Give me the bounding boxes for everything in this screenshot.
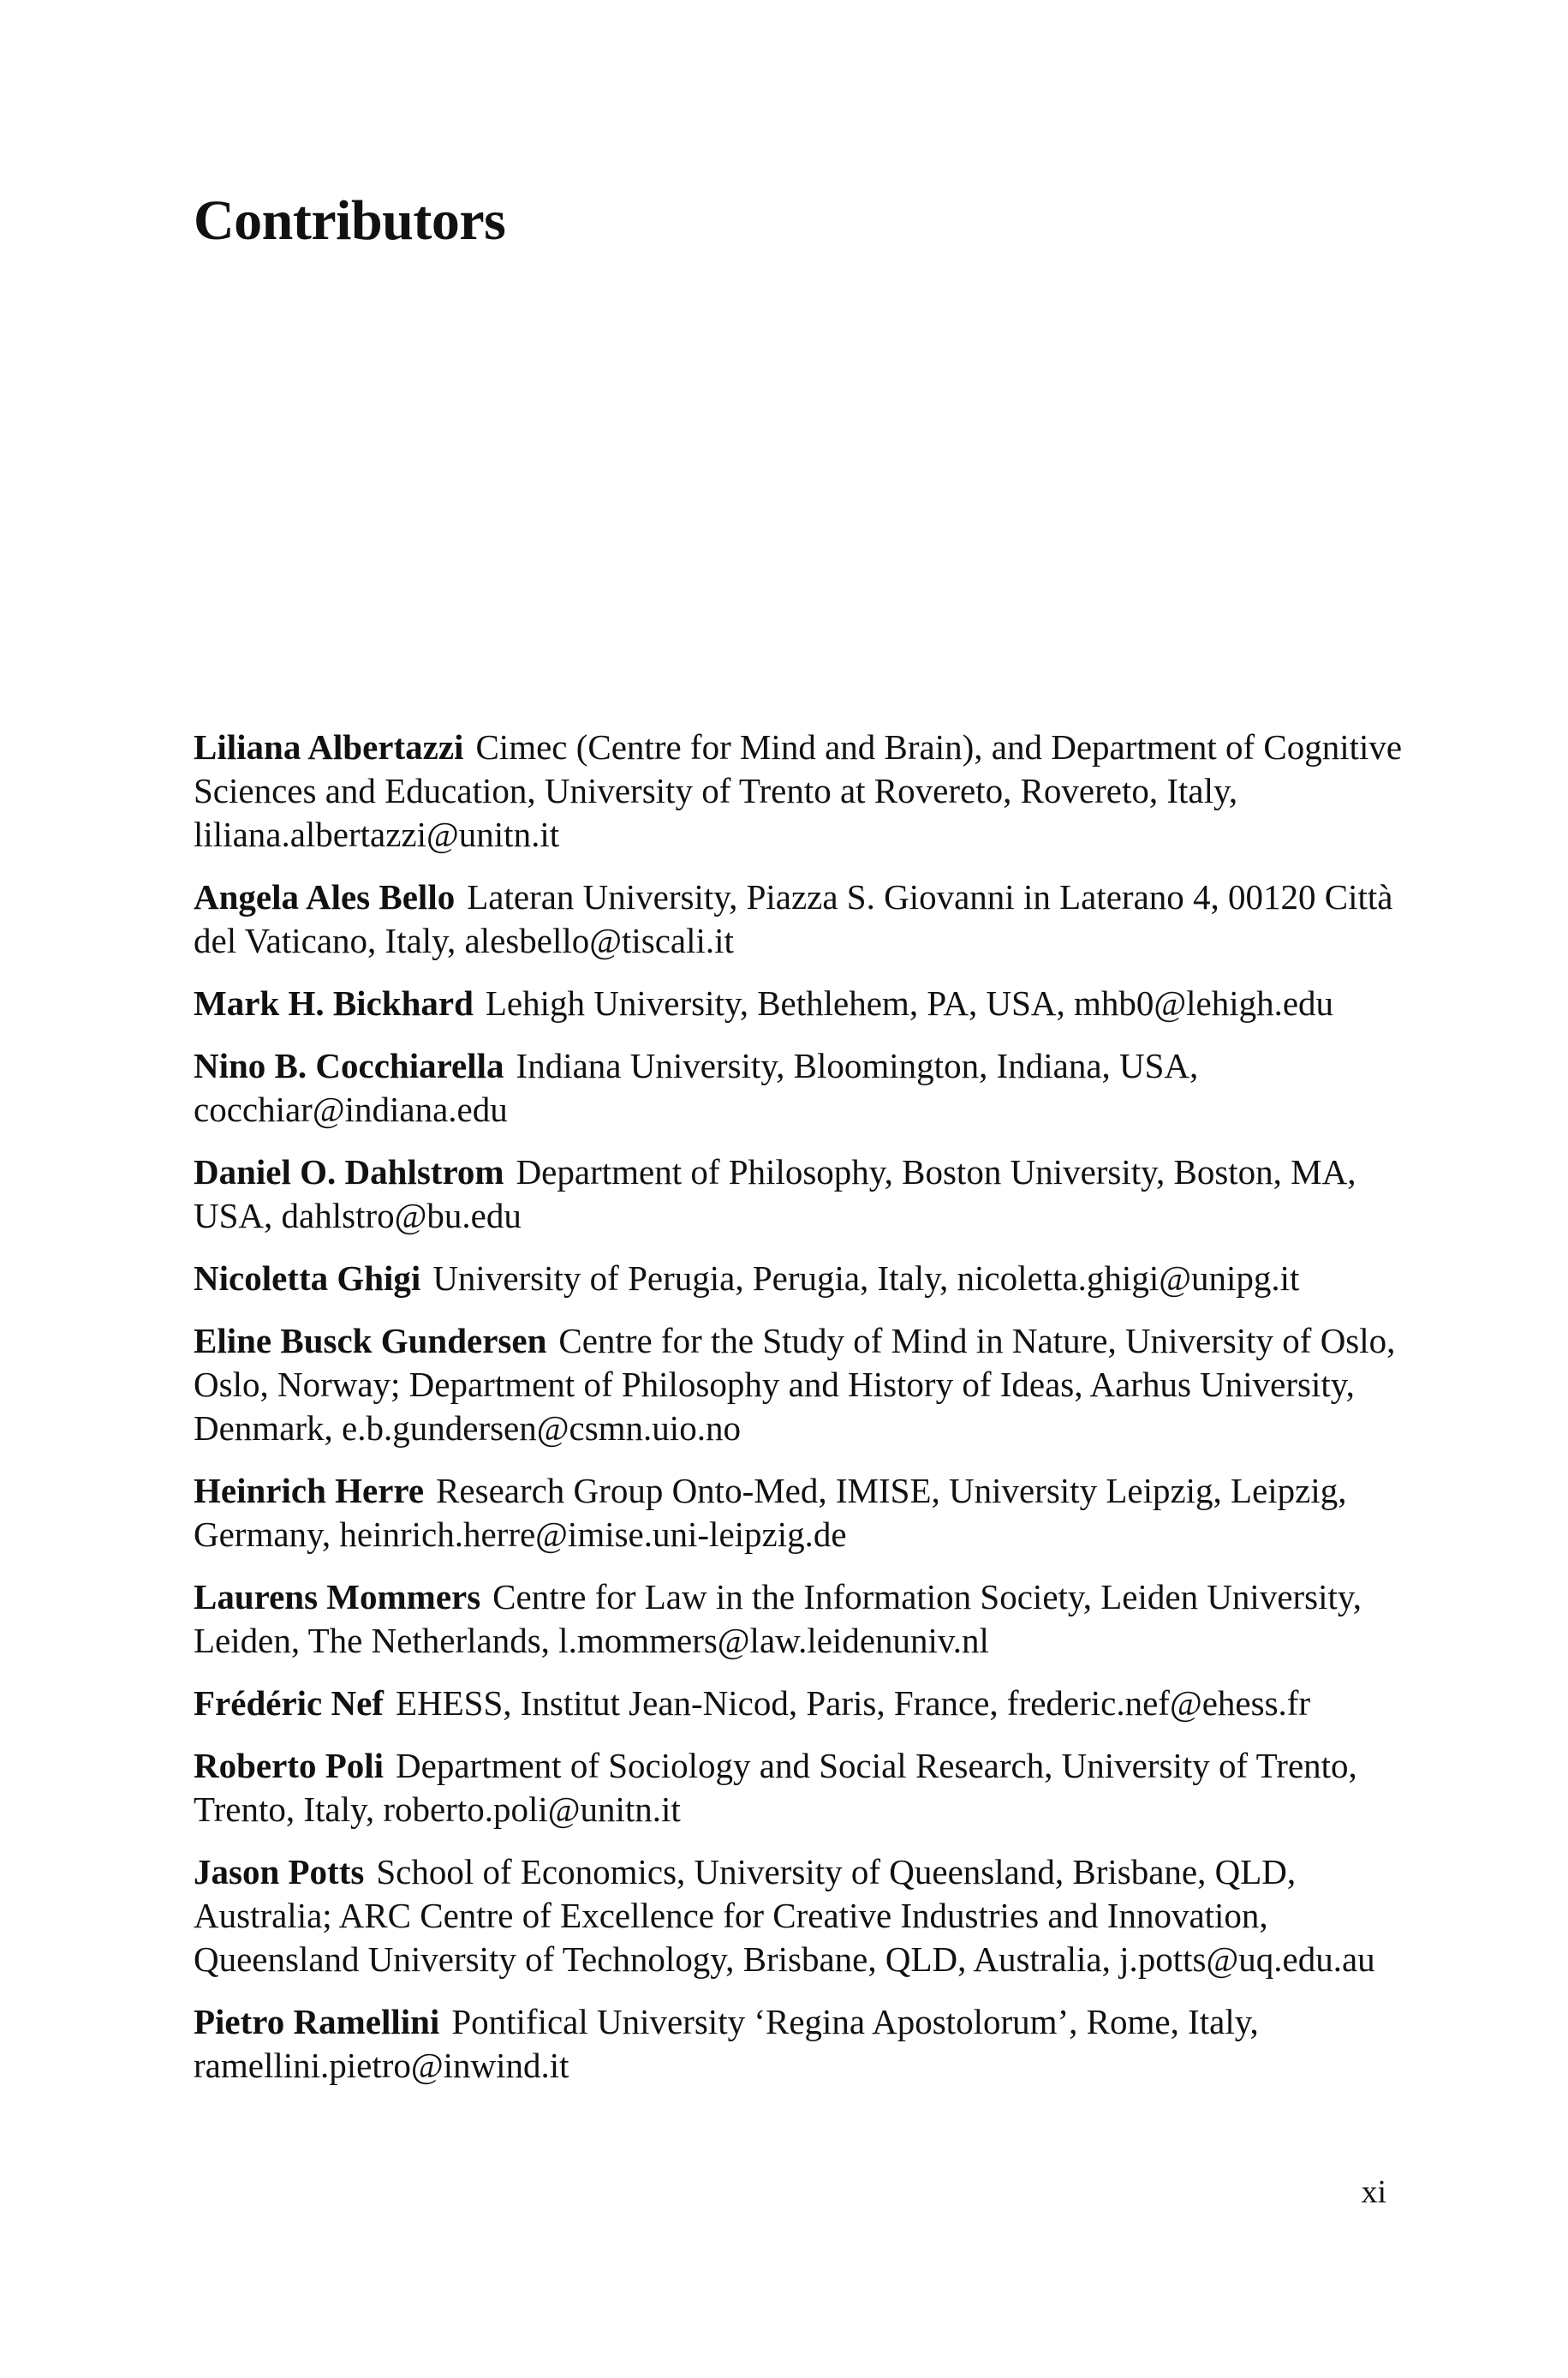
page-title: Contributors: [194, 189, 506, 252]
contributor-entry: [194, 1150, 1410, 1238]
contributor-name: Heinrich Herre: [194, 1471, 425, 1510]
contributor-name: Mark H. Bickhard: [194, 983, 474, 1023]
contributor-affiliation: Cimec (Centre for Mind and Brain), and Department of Cognitive Sciences and Education, University of Trento at Rovereto, Rovereto, Italy, liliana.albertazzi@unitn.it: [194, 727, 1403, 854]
contributor-entry: [194, 1257, 1410, 1300]
contributor-entry: [194, 1319, 1410, 1450]
contributor-name: Nino B. Cocchiarella: [194, 1046, 504, 1085]
contributor-affiliation: Research Group Onto-Med, IMISE, University Leipzig, Leipzig, Germany, heinrich.herre@imise.uni-leipzig.de: [194, 1471, 1347, 1554]
contributor-affiliation: Department of Sociology and Social Research, University of Trento, Trento, Italy, roberto.poli@unitn.it: [194, 1746, 1357, 1829]
contributor-affiliation: Lehigh University, Bethlehem, PA, USA, mhb0@lehigh.edu: [485, 983, 1334, 1023]
contributor-affiliation: Indiana University, Bloomington, Indiana, USA, cocchiar@indiana.edu: [194, 1046, 1199, 1129]
contributor-affiliation: School of Economics, University of Queensland, Brisbane, QLD, Australia; ARC Centre of Excellence for Creative Industries and Innovation, Queensland University of Technology, Brisbane, QLD, Australia, j.potts@uq.edu.au: [194, 1852, 1375, 1979]
contributor-name: Pietro Ramellini: [194, 2002, 440, 2041]
contributor-name: Eline Busck Gundersen: [194, 1321, 547, 1360]
contributor-entry: [194, 1575, 1410, 1663]
contributor-affiliation: Department of Philosophy, Boston University, Boston, MA, USA, dahlstro@bu.edu: [194, 1152, 1356, 1235]
contributor-name: Jason Potts: [194, 1852, 365, 1891]
contributor-entry: [194, 726, 1410, 857]
contributor-entry: [194, 1469, 1410, 1556]
page-number: xi: [1361, 2174, 1386, 2210]
contributor-affiliation: Centre for the Study of Mind in Nature, University of Oslo, Oslo, Norway; Department of Philosophy and History of Ideas, Aarhus University, Denmark, e.b.gundersen@csmn.uio.no: [194, 1321, 1396, 1448]
contributor-list: [194, 726, 1410, 2106]
contributor-name: Liliana Albertazzi: [194, 727, 464, 767]
contributor-entry: [194, 2000, 1410, 2088]
contributor-entry: [194, 1850, 1410, 1981]
contributor-entry: [194, 875, 1410, 963]
contributor-affiliation: University of Perugia, Perugia, Italy, nicoletta.ghigi@unipg.it: [432, 1258, 1300, 1298]
contributor-name: Daniel O. Dahlstrom: [194, 1152, 504, 1192]
contributor-affiliation: EHESS, Institut Jean-Nicod, Paris, France, frederic.nef@ehess.fr: [395, 1683, 1311, 1723]
contributor-entry: [194, 1744, 1410, 1831]
contributor-name: Angela Ales Bello: [194, 877, 456, 917]
contributor-affiliation: Centre for Law in the Information Society, Leiden University, Leiden, The Netherlands, l.mommers@law.leidenuniv.nl: [194, 1577, 1362, 1660]
contributor-affiliation: Lateran University, Piazza S. Giovanni in Laterano 4, 00120 Città del Vaticano, Italy, alesbello@tiscali.it: [194, 877, 1393, 960]
contributor-entry: [194, 1044, 1410, 1132]
contributor-entry: [194, 1682, 1410, 1725]
contributor-name: Roberto Poli: [194, 1746, 385, 1785]
contributor-name: Frédéric Nef: [194, 1683, 384, 1723]
contributor-name: Nicoletta Ghigi: [194, 1258, 421, 1298]
contributor-name: Laurens Mommers: [194, 1577, 481, 1616]
contributor-affiliation: Pontifical University ‘Regina Apostolorum’, Rome, Italy, ramellini.pietro@inwind.it: [194, 2002, 1259, 2085]
contributor-entry: [194, 982, 1410, 1025]
